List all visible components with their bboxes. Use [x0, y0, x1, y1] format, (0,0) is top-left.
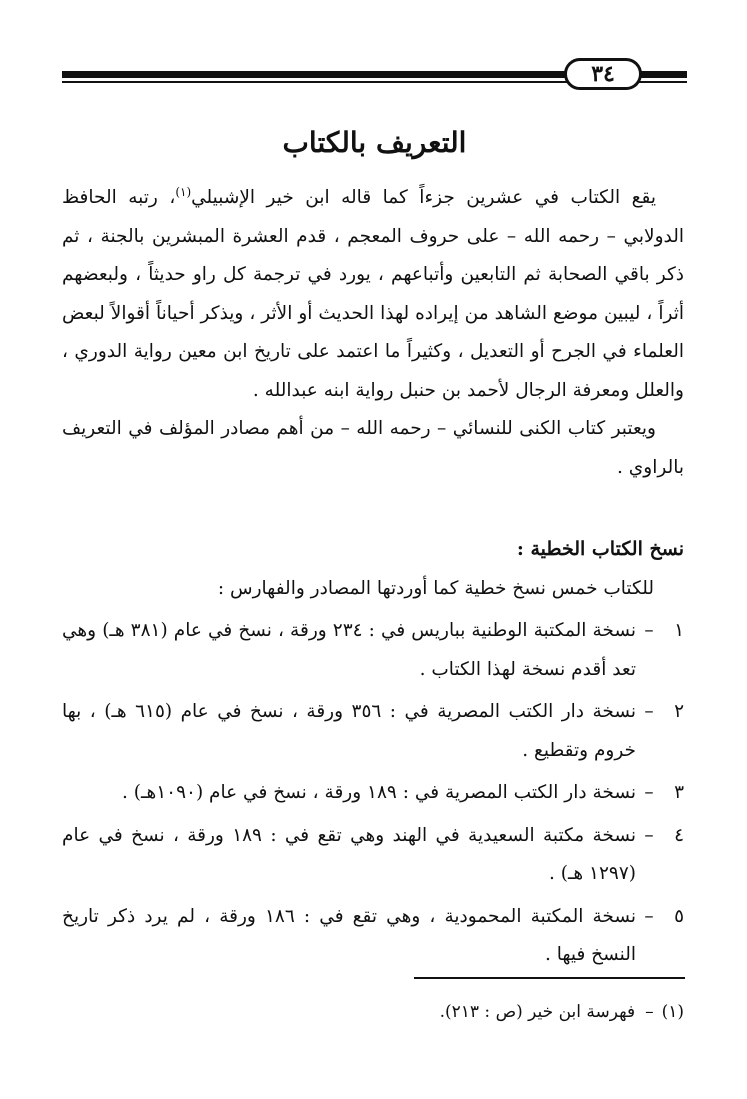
footnote	[62, 997, 684, 1027]
list-item-text: نسخة المكتبة الوطنية بباريس في : ٢٣٤ ورقة ، نسخ في عام (٣٨١ هـ) وهي تعد أقدم نسخة لهذا الكتاب .	[62, 620, 637, 680]
manuscripts-list	[62, 612, 684, 979]
list-item-dash: –	[644, 824, 654, 846]
intro-paragraph-2: ويعتبر كتاب الكنى للنسائي – رحمه الله – من أهم مصادر المؤلف في التعريف بالراوي .	[62, 418, 684, 478]
list-item	[62, 898, 684, 975]
list-item-text: نسخة المكتبة المحمودية ، وهي تقع في : ١٨٦ ورقة ، لم يرد ذكر تاريخ النسخ فيها .	[62, 905, 637, 965]
list-item	[62, 693, 684, 770]
intro-paragraph-1-rest: ، رتبه الحافظ الدولابي – رحمه الله – على حروف المعجم ، قدم العشرة المبشرين بالجنة ، ثم ذكر باقي الصحابة ثم التابعين وأتباعهم ، يورد في ترجمة كل راو حديثاً ، ولبعضهم أثراً ، ليبين موضع الشاهد من إيراده لهذا الحديث أو الأثر ، ويذكر أحياناً أقوالاً لبعض العلماء في الجرح أو التعديل ، وكثيراً ما اعتمد على تاريخ ابن معين رواية الدوري ، والعلل ومعرفة الرجال لأحمد بن حنبل رواية ابنه عبدالله .	[62, 187, 684, 401]
page-title: التعريف بالكتاب	[282, 126, 467, 159]
list-item-text: نسخة دار الكتب المصرية في : ١٨٩ ورقة ، نسخ في عام (١٠٩٠هـ) .	[122, 782, 636, 803]
footnote-dash: –	[645, 1002, 654, 1022]
intro-paragraph-1	[62, 179, 684, 410]
list-item-dash: –	[644, 620, 654, 641]
list-item-number: ١	[674, 620, 684, 641]
page-header	[62, 54, 687, 94]
footnote-reference[interactable]: (١)	[175, 184, 192, 199]
list-item-text: نسخة دار الكتب المصرية في : ٣٥٦ ورقة ، نسخ في عام (٦١٥ هـ) ، بها خروم وتقطيع .	[62, 701, 637, 761]
page-number: ٣٤	[564, 58, 642, 90]
list-item	[62, 817, 684, 894]
list-item-number: ٤	[674, 824, 684, 846]
intro-paragraph-1-start: يقع الكتاب في عشرين جزءاً كما قاله ابن خير الإشبيلي	[191, 187, 656, 208]
list-item-number: ٢	[674, 701, 684, 722]
list-item	[62, 774, 684, 813]
intro-section	[62, 179, 684, 487]
list-item-dash: –	[644, 701, 654, 722]
list-item-text: نسخة مكتبة السعيدية في الهند وهي تقع في : ١٨٩ ورقة ، نسخ في عام (١٢٩٧ هـ) .	[62, 824, 636, 884]
list-item	[62, 612, 684, 689]
list-item-number: ٥	[674, 905, 684, 927]
list-item-dash: –	[644, 782, 654, 803]
manuscripts-lead: للكتاب خمس نسخ خطية كما أوردتها المصادر والفهارس :	[217, 578, 654, 599]
footnote-divider	[414, 977, 685, 979]
footnote-text: فهرسة ابن خير (ص : ٢١٣).	[439, 1002, 636, 1022]
list-item-dash: –	[644, 905, 654, 927]
list-item-number: ٣	[674, 782, 684, 803]
manuscripts-heading: نسخ الكتاب الخطية :	[516, 538, 684, 560]
footnote-marker: (١)	[661, 1002, 684, 1022]
